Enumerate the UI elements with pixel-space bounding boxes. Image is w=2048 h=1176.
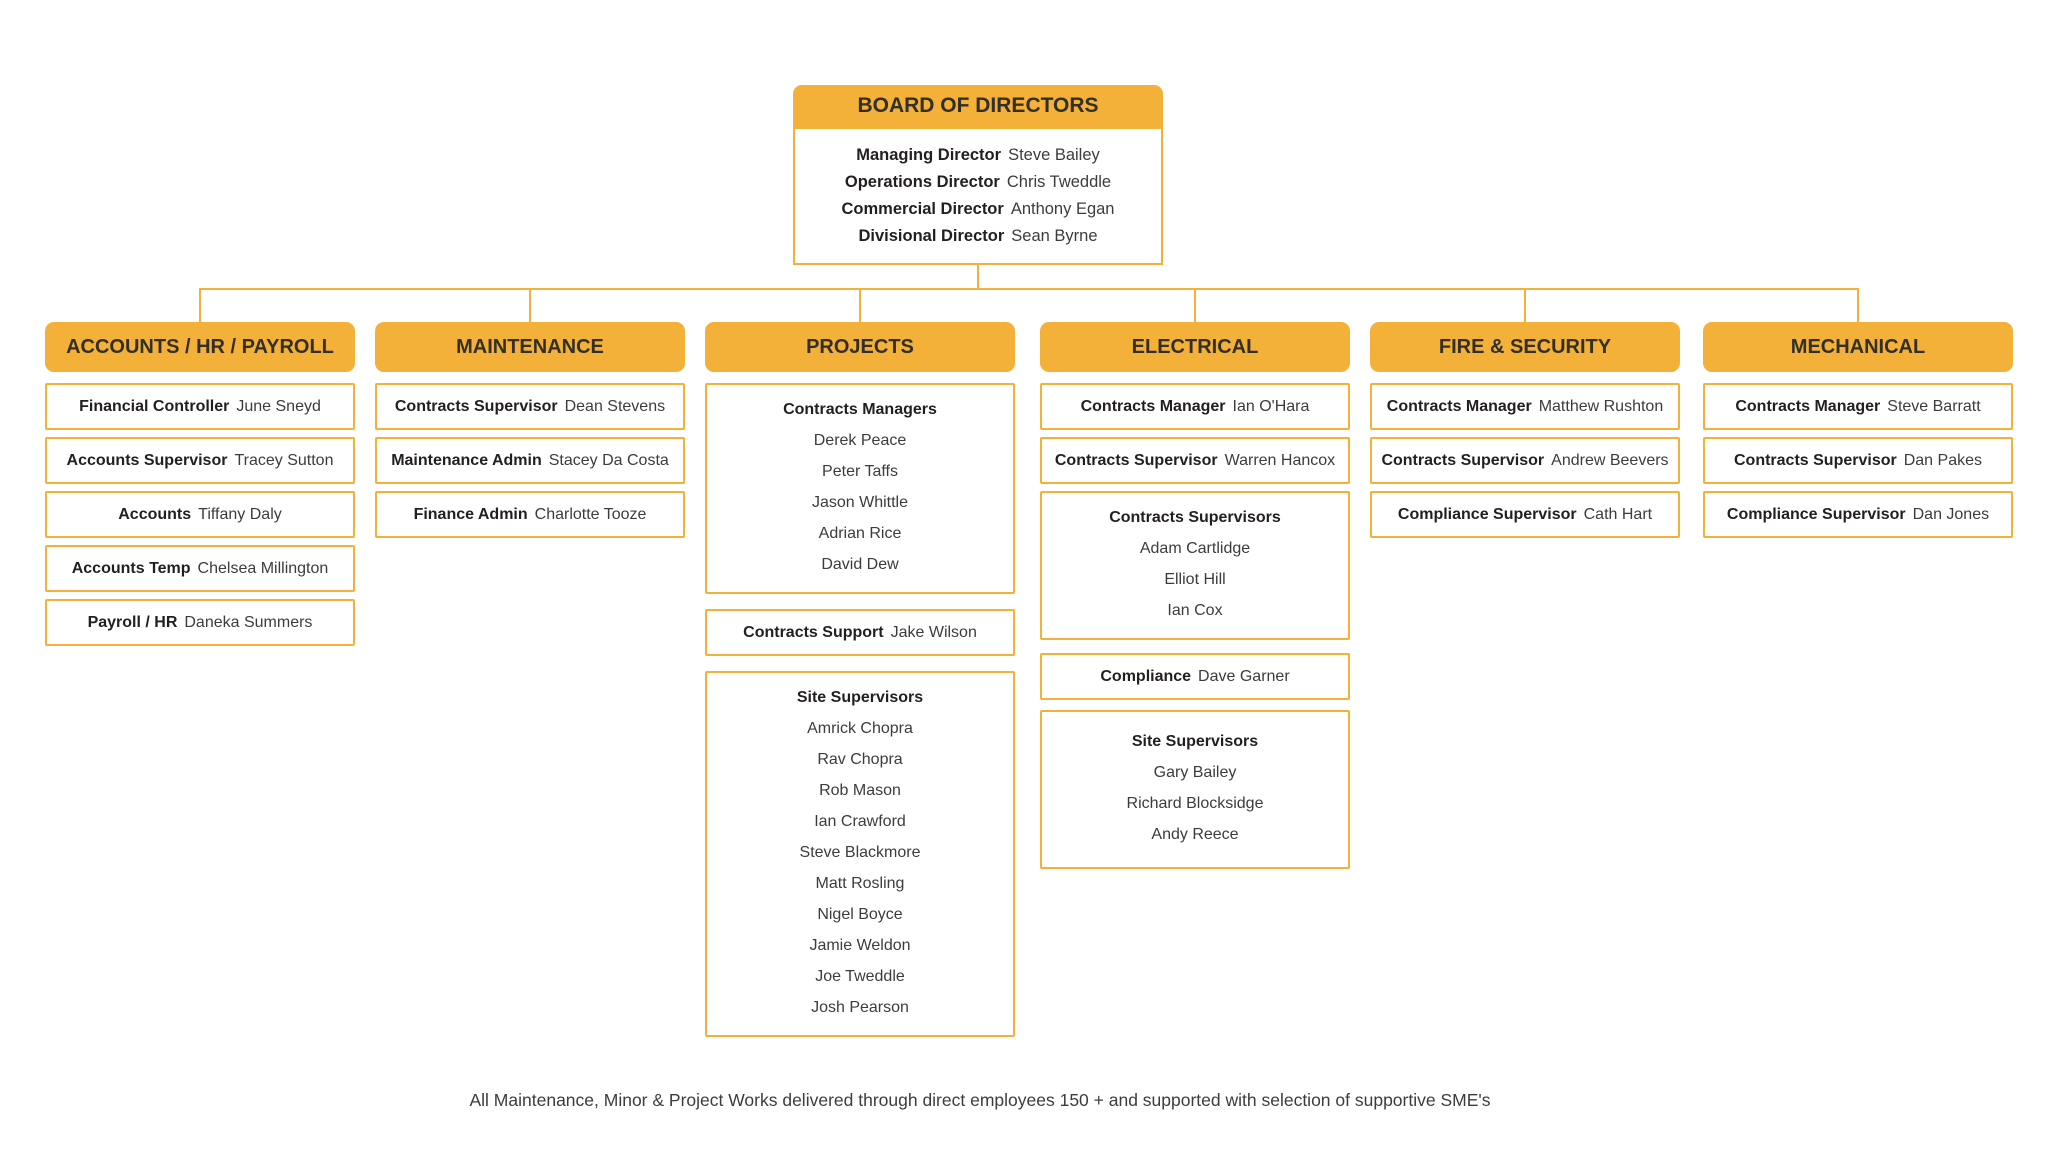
role-box <box>375 437 685 484</box>
role-label: Accounts Temp <box>71 559 191 577</box>
role-label: Contracts Manager <box>1080 397 1226 415</box>
board-box <box>793 85 1163 265</box>
role-label: Operations Director <box>844 173 1000 191</box>
dept-title: PROJECTS <box>705 322 1015 372</box>
person-name: Amrick Chopra <box>807 720 913 737</box>
person-name: Anthony Egan <box>1010 200 1115 218</box>
person-name: Dean Stevens <box>564 397 666 415</box>
person-name: Steve Barratt <box>1887 397 1981 415</box>
role-label: Compliance Supervisor <box>1726 505 1906 523</box>
connector-board-stub <box>977 265 979 290</box>
dept-boxes <box>45 383 355 646</box>
group-heading: Contracts Managers <box>783 401 937 418</box>
role-label: Contracts Support <box>743 623 884 641</box>
dept-title: MAINTENANCE <box>375 322 685 372</box>
person-name: Jason Whittle <box>811 494 909 511</box>
board-member-row <box>803 196 1153 223</box>
role-label: Contracts Supervisor <box>1734 451 1897 469</box>
dept-boxes <box>1703 383 2013 538</box>
connector-stub-accounts <box>199 288 201 322</box>
role-box <box>1703 437 2013 484</box>
person-name: Chelsea Millington <box>197 559 329 577</box>
person-name: Gary Bailey <box>1153 764 1237 781</box>
role-label: Financial Controller <box>79 397 230 415</box>
role-box <box>375 383 685 430</box>
person-name: Tracey Sutton <box>234 451 334 469</box>
person-name: Matthew Rushton <box>1538 397 1664 415</box>
group-box-contracts-managers <box>705 383 1015 594</box>
person-name: Andrew Beevers <box>1551 451 1669 469</box>
group-box-contracts-supervisors <box>1040 491 1350 640</box>
person-name: David Dew <box>821 556 899 573</box>
person-name: Josh Pearson <box>811 999 909 1016</box>
person-name: Dan Jones <box>1912 505 1990 523</box>
group-box-site-supervisors <box>1040 710 1350 869</box>
group-heading: Site Supervisors <box>796 689 924 706</box>
person-name: Adam Cartlidge <box>1139 540 1251 557</box>
role-box <box>705 609 1015 656</box>
person-name: Steve Bailey <box>1008 146 1100 164</box>
group-heading: Contracts Supervisors <box>1109 509 1281 526</box>
dept-title: ACCOUNTS / HR / PAYROLL <box>45 322 355 372</box>
person-name: Steve Blackmore <box>799 844 921 861</box>
person-name: Tiffany Daly <box>198 505 282 523</box>
dept-mechanical <box>1703 322 2013 538</box>
connector-stub-mechanical <box>1857 288 1859 322</box>
role-box <box>1370 491 1680 538</box>
connector-stub-electrical <box>1194 288 1196 322</box>
role-box <box>1370 437 1680 484</box>
person-name: Ian O'Hara <box>1232 397 1310 415</box>
role-box <box>45 545 355 592</box>
role-label: Payroll / HR <box>87 613 178 631</box>
connector-stub-fire-security <box>1524 288 1526 322</box>
dept-boxes <box>705 383 1015 1037</box>
person-name: Rob Mason <box>819 782 901 799</box>
person-name: Stacey Da Costa <box>548 451 669 469</box>
dept-projects <box>705 322 1015 1037</box>
person-name: Jamie Weldon <box>809 937 911 954</box>
footnote: All Maintenance, Minor & Project Works delivered through direct employees 150 + and supported with selection of supportive SME's <box>469 1090 1491 1110</box>
connector-stub-maintenance <box>529 288 531 322</box>
dept-electrical <box>1040 322 1350 869</box>
person-name: Rav Chopra <box>817 751 903 768</box>
role-box <box>45 491 355 538</box>
person-name: Adrian Rice <box>818 525 902 542</box>
board-member-row <box>803 169 1153 196</box>
person-name: Cath Hart <box>1583 505 1653 523</box>
person-name: Derek Peace <box>813 432 907 449</box>
role-label: Divisional Director <box>858 227 1005 245</box>
role-box <box>1040 653 1350 700</box>
dept-title: FIRE & SECURITY <box>1370 322 1680 372</box>
role-box <box>45 383 355 430</box>
role-box <box>45 437 355 484</box>
dept-boxes <box>375 383 685 538</box>
role-box <box>45 599 355 646</box>
role-label: Contracts Supervisor <box>394 397 558 415</box>
role-label: Contracts Manager <box>1735 397 1881 415</box>
group-box-site-supervisors <box>705 671 1015 1037</box>
role-label: Accounts <box>118 505 192 523</box>
dept-boxes <box>1040 383 1350 869</box>
role-label: Contracts Manager <box>1386 397 1532 415</box>
person-name: Jake Wilson <box>890 623 977 641</box>
dept-boxes <box>1370 383 1680 538</box>
role-label: Finance Admin <box>413 505 528 523</box>
person-name: Dave Garner <box>1198 667 1290 685</box>
board-member-row <box>803 142 1153 169</box>
person-name: Elliot Hill <box>1164 571 1226 588</box>
person-name: Sean Byrne <box>1011 227 1098 245</box>
dept-fire-security <box>1370 322 1680 538</box>
person-name: Andy Reece <box>1151 826 1239 843</box>
role-box <box>1370 383 1680 430</box>
role-box <box>1040 383 1350 430</box>
connector-stub-projects <box>859 288 861 322</box>
dept-title: MECHANICAL <box>1703 322 2013 372</box>
role-box <box>1703 383 2013 430</box>
person-name: Matt Rosling <box>815 875 905 892</box>
board-title: BOARD OF DIRECTORS <box>793 85 1163 127</box>
person-name: Joe Tweddle <box>815 968 905 985</box>
group-heading: Site Supervisors <box>1131 733 1259 750</box>
role-box <box>1703 491 2013 538</box>
person-name: June Sneyd <box>236 397 321 415</box>
connector-horizontal <box>199 288 1859 290</box>
person-name: Warren Hancox <box>1224 451 1336 469</box>
person-name: Charlotte Tooze <box>534 505 647 523</box>
role-label: Accounts Supervisor <box>66 451 228 469</box>
role-label: Compliance <box>1100 667 1192 685</box>
dept-maintenance <box>375 322 685 538</box>
role-label: Contracts Supervisor <box>1054 451 1218 469</box>
role-box <box>1040 437 1350 484</box>
role-label: Maintenance Admin <box>391 451 542 469</box>
dept-title: ELECTRICAL <box>1040 322 1350 372</box>
person-name: Nigel Boyce <box>817 906 903 923</box>
board-member-row <box>803 223 1153 250</box>
board-body <box>793 127 1163 265</box>
person-name: Chris Tweddle <box>1006 173 1112 191</box>
role-label: Managing Director <box>856 146 1002 164</box>
person-name: Richard Blocksidge <box>1126 795 1264 812</box>
role-label: Commercial Director <box>841 200 1004 218</box>
person-name: Ian Cox <box>1167 602 1223 619</box>
role-box <box>375 491 685 538</box>
dept-accounts-hr-payroll <box>45 322 355 646</box>
person-name: Daneka Summers <box>184 613 313 631</box>
person-name: Peter Taffs <box>822 463 898 480</box>
role-label: Contracts Supervisor <box>1381 451 1545 469</box>
person-name: Ian Crawford <box>814 813 906 830</box>
role-label: Compliance Supervisor <box>1397 505 1577 523</box>
person-name: Dan Pakes <box>1903 451 1982 469</box>
